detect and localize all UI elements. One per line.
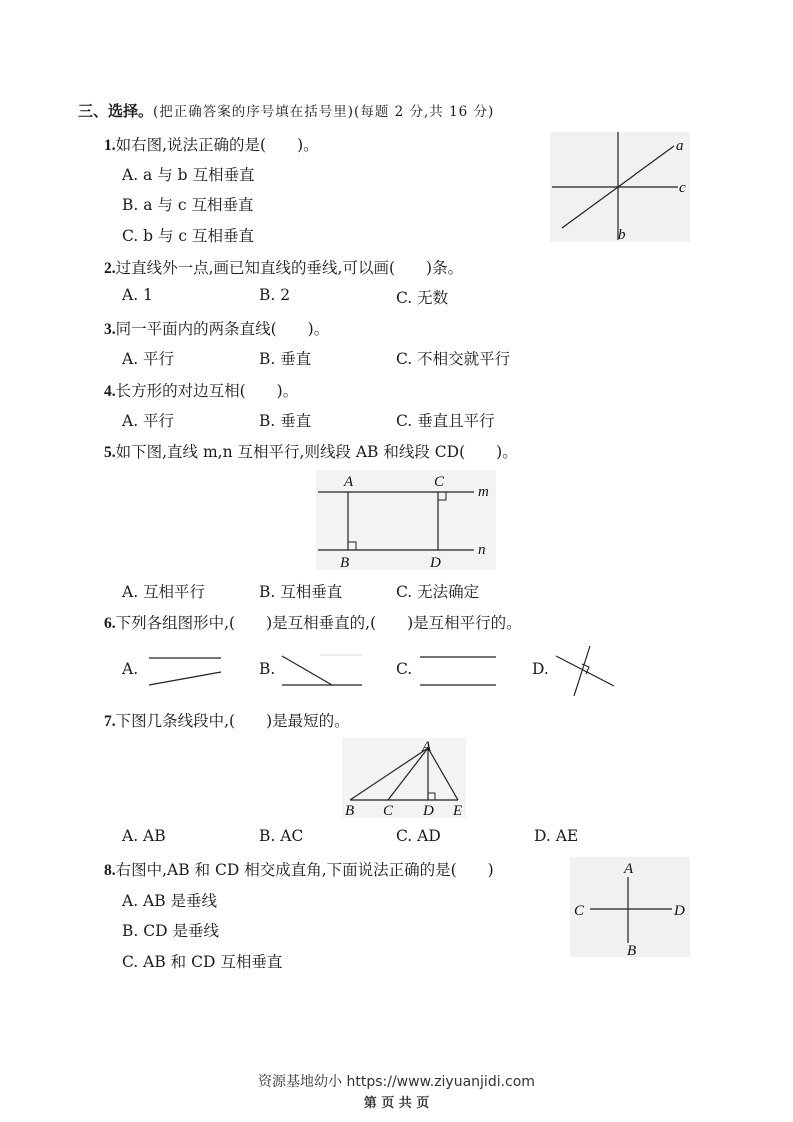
- q5-option-b: B. 互相垂直: [259, 583, 343, 601]
- q2-option-c: C. 无数: [396, 289, 449, 307]
- q8-label-b: B: [627, 943, 637, 957]
- q7-option-d: D. AE: [534, 827, 579, 845]
- q7-figure: [342, 738, 466, 818]
- q5-label-c: C: [434, 474, 445, 490]
- q6-figure-b: [280, 652, 365, 688]
- q1-label-c: c: [679, 180, 686, 196]
- q1-figure: [550, 132, 690, 242]
- q4-option-a: A. 平行: [122, 412, 175, 430]
- footer-page: 第 页 共 页: [363, 1096, 430, 1111]
- question-3: 3.同一平面内的两条直线( )。: [104, 320, 330, 338]
- q7-label-e: E: [453, 803, 463, 818]
- question-3-text: 同一平面内的两条直线( )。: [115, 320, 330, 338]
- question-8-text: 右图中,AB 和 CD 相交成直角,下面说法正确的是( ): [115, 861, 494, 879]
- q8-figure: [570, 857, 690, 957]
- q8-option-b: B. CD 是垂线: [122, 922, 219, 940]
- q5-label-n: n: [478, 542, 486, 558]
- q1-option-b: B. a 与 c 互相垂直: [122, 196, 254, 214]
- question-2: 2.过直线外一点,画已知直线的垂线,可以画( )条。: [104, 259, 464, 277]
- question-6: 6.下列各组图形中,( )是互相垂直的,( )是互相平行的。: [104, 614, 522, 632]
- section-heading: [78, 100, 494, 121]
- q7-option-a: A. AB: [122, 827, 166, 845]
- question-7-text: 下图几条线段中,( )是最短的。: [115, 712, 350, 730]
- q5-label-d: D: [430, 555, 441, 570]
- question-1-text: 如右图,说法正确的是( )。: [115, 136, 319, 154]
- q8-label-c: C: [574, 903, 585, 919]
- q6-figure-a: [145, 652, 225, 688]
- q7-label-c: C: [383, 803, 394, 818]
- question-1: 1.如右图,说法正确的是( )。: [104, 136, 319, 154]
- q6-option-d: D.: [532, 660, 549, 678]
- question-5: 5.如下图,直线 m,n 互相平行,则线段 AB 和线段 CD( )。: [104, 443, 518, 461]
- q8-option-c: C. AB 和 CD 互相垂直: [122, 953, 283, 971]
- section-title: 三、选择。: [78, 102, 154, 120]
- q7-option-b: B. AC: [259, 827, 304, 845]
- section-note: (把正确答案的序号填在括号里)(每题 2 分,共 16 分): [153, 104, 495, 120]
- q1-label-b: b: [618, 227, 626, 242]
- q6-option-b: B.: [259, 660, 276, 678]
- q7-label-b: B: [345, 803, 355, 818]
- q4-option-b: B. 垂直: [259, 412, 312, 430]
- question-7: 7.下图几条线段中,( )是最短的。: [104, 712, 350, 730]
- q3-option-b: B. 垂直: [259, 350, 312, 368]
- q5-figure: [316, 470, 496, 570]
- q7-label-d: D: [423, 803, 434, 818]
- q8-label-d: D: [674, 903, 685, 919]
- q5-option-a: A. 互相平行: [122, 583, 206, 601]
- question-8: 8.右图中,AB 和 CD 相交成直角,下面说法正确的是( ): [104, 861, 494, 879]
- q1-option-c: C. b 与 c 互相垂直: [122, 227, 255, 245]
- q3-option-a: A. 平行: [122, 350, 175, 368]
- q8-option-a: A. AB 是垂线: [122, 892, 218, 910]
- q3-option-c: C. 不相交就平行: [396, 350, 511, 368]
- q1-option-a: A. a 与 b 互相垂直: [122, 166, 255, 184]
- q5-label-m: m: [478, 484, 489, 500]
- footer-site: 资源基地幼小 https://www.ziyuanjidi.com: [258, 1074, 535, 1090]
- question-4: 4.长方形的对边互相( )。: [104, 382, 299, 400]
- q5-label-b: B: [340, 555, 350, 570]
- q2-option-a: A. 1: [122, 286, 153, 304]
- q6-figure-c: [418, 652, 500, 688]
- q6-figure-d: [552, 644, 618, 698]
- q2-option-b: B. 2: [259, 286, 291, 304]
- q4-option-c: C. 垂直且平行: [396, 412, 495, 430]
- q7-label-a: A: [422, 739, 432, 755]
- q1-label-a: a: [676, 138, 684, 154]
- question-4-text: 长方形的对边互相( )。: [115, 382, 299, 400]
- q6-option-a: A.: [122, 660, 139, 678]
- q8-label-a: A: [624, 861, 634, 877]
- q6-option-c: C.: [396, 660, 413, 678]
- q5-option-c: C. 无法确定: [396, 583, 480, 601]
- question-2-text: 过直线外一点,画已知直线的垂线,可以画( )条。: [115, 259, 464, 277]
- question-5-text: 如下图,直线 m,n 互相平行,则线段 AB 和线段 CD( )。: [115, 443, 518, 461]
- q7-option-c: C. AD: [396, 827, 441, 845]
- question-6-text: 下列各组图形中,( )是互相垂直的,( )是互相平行的。: [115, 614, 522, 632]
- q5-label-a: A: [344, 474, 354, 490]
